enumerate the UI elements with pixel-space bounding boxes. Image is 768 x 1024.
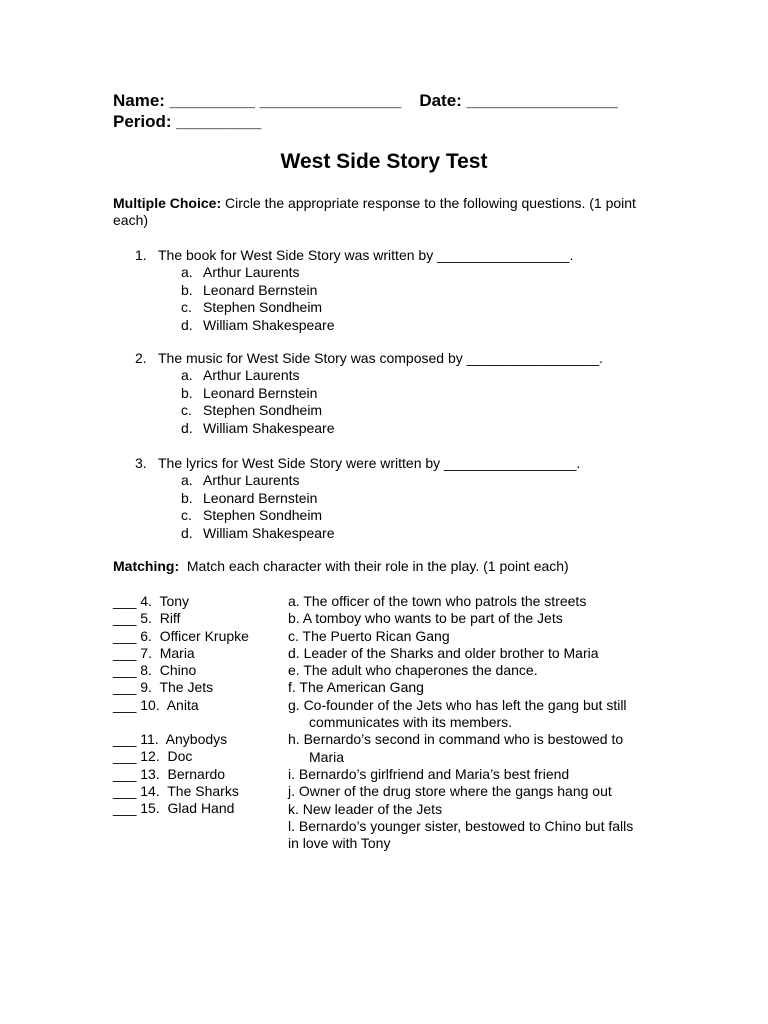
question-3 bbox=[135, 455, 580, 542]
option-letter: b. bbox=[181, 281, 193, 298]
role-item-continuation: communicates with its members. bbox=[309, 714, 513, 731]
role-item: h. Bernardo’s second in command who is bestowed to bbox=[288, 731, 624, 748]
answer-option[interactable] bbox=[181, 299, 573, 316]
question-1 bbox=[135, 247, 573, 334]
character-item: ___ 8. Chino bbox=[113, 662, 197, 679]
answer-option[interactable] bbox=[181, 385, 603, 402]
date-line: Date: ________________ bbox=[419, 91, 618, 110]
question-2 bbox=[135, 350, 603, 437]
answer-option[interactable] bbox=[181, 420, 603, 437]
role-item: g. Co-founder of the Jets who has left the gang but still bbox=[288, 696, 627, 713]
option-letter: d. bbox=[181, 524, 193, 541]
answer-option[interactable] bbox=[181, 490, 580, 507]
answer-option[interactable] bbox=[181, 525, 580, 542]
role-item-continuation: Maria bbox=[309, 748, 345, 765]
role-item: l. Bernardo’s younger sister, bestowed to Chino but falls in love with Tony bbox=[288, 817, 634, 852]
role-item: d. Leader of the Sharks and older brother to Maria bbox=[288, 644, 599, 661]
matching-instructions-text: Match each character with their role in the play. (1 point each) bbox=[179, 558, 569, 574]
test-title: West Side Story Test bbox=[280, 150, 488, 173]
answer-option[interactable] bbox=[181, 472, 580, 489]
option-text: Stephen Sondheim bbox=[203, 299, 323, 316]
option-letter: c. bbox=[181, 299, 192, 316]
answer-option[interactable] bbox=[181, 402, 603, 419]
character-item: ___ 13. Bernardo bbox=[113, 765, 226, 782]
character-list-b bbox=[113, 731, 239, 817]
character-list-a bbox=[113, 593, 249, 714]
role-item: j. Owner of the drug store where the gangs hang out bbox=[288, 783, 612, 800]
option-text: Arthur Laurents bbox=[203, 367, 300, 384]
option-letter: d. bbox=[181, 419, 193, 436]
role-item: a. The officer of the town who patrols the streets bbox=[288, 593, 587, 609]
multiple-choice-instructions bbox=[113, 195, 643, 230]
character-item: ___ 4. Tony bbox=[113, 593, 190, 609]
option-letter: a. bbox=[181, 367, 193, 384]
option-text: Arthur Laurents bbox=[203, 264, 300, 281]
answer-option[interactable] bbox=[181, 317, 573, 334]
option-text: Stephen Sondheim bbox=[203, 402, 323, 419]
multiple-choice-label: Multiple Choice: bbox=[113, 195, 222, 211]
option-letter: a. bbox=[181, 472, 193, 489]
role-item: b. A tomboy who wants to be part of the Jets bbox=[288, 610, 563, 627]
option-text: William Shakespeare bbox=[203, 524, 335, 541]
matching-label: Matching: bbox=[113, 558, 180, 574]
student-info-header bbox=[113, 90, 618, 132]
role-item: c. The Puerto Rican Gang bbox=[288, 627, 450, 644]
answer-option[interactable] bbox=[181, 507, 580, 524]
character-item: ___ 14. The Sharks bbox=[113, 782, 239, 799]
option-text: William Shakespeare bbox=[203, 419, 335, 436]
role-item: i. Bernardo’s girlfriend and Maria’s best friend bbox=[288, 765, 570, 782]
name-line: Name: _________ _______________ bbox=[113, 91, 402, 110]
option-letter: c. bbox=[181, 402, 192, 419]
question-number: 2. bbox=[135, 350, 147, 366]
question-number: 3. bbox=[135, 455, 147, 471]
character-item: ___ 15. Glad Hand bbox=[113, 800, 235, 817]
option-letter: c. bbox=[181, 507, 192, 524]
character-item: ___ 10. Anita bbox=[113, 696, 199, 713]
role-list bbox=[288, 593, 668, 852]
character-item: ___ 11. Anybodys bbox=[113, 731, 228, 747]
option-text: Leonard Bernstein bbox=[203, 281, 318, 298]
question-stem: The lyrics for West Side Story were written by _________________. bbox=[158, 455, 581, 471]
question-stem: The music for West Side Story was composed by _________________. bbox=[158, 350, 603, 366]
role-item: k. New leader of the Jets bbox=[288, 800, 443, 817]
option-text: Stephen Sondheim bbox=[203, 507, 323, 524]
multiple-choice-instructions-text: Circle the appropriate response to the following questions. (1 point each) bbox=[113, 195, 636, 229]
period-line: Period: _________ bbox=[113, 112, 262, 131]
question-number: 1. bbox=[135, 247, 147, 263]
character-item: ___ 12. Doc bbox=[113, 748, 193, 765]
role-item: f. The American Gang bbox=[288, 679, 424, 696]
character-item: ___ 9. The Jets bbox=[113, 679, 214, 696]
answer-option[interactable] bbox=[181, 282, 573, 299]
answer-option[interactable] bbox=[181, 264, 573, 281]
answer-option[interactable] bbox=[181, 367, 603, 384]
option-text: William Shakespeare bbox=[203, 316, 335, 333]
option-text: Leonard Bernstein bbox=[203, 489, 318, 506]
character-item: ___ 6. Officer Krupke bbox=[113, 627, 249, 644]
option-text: Leonard Bernstein bbox=[203, 384, 318, 401]
option-letter: b. bbox=[181, 489, 193, 506]
option-letter: a. bbox=[181, 264, 193, 281]
option-letter: b. bbox=[181, 384, 193, 401]
option-text: Arthur Laurents bbox=[203, 472, 300, 489]
role-item: e. The adult who chaperones the dance. bbox=[288, 662, 538, 679]
character-item: ___ 5. Riff bbox=[113, 610, 181, 627]
character-item: ___ 7. Maria bbox=[113, 644, 195, 661]
option-letter: d. bbox=[181, 316, 193, 333]
matching-instructions bbox=[113, 558, 569, 575]
question-stem: The book for West Side Story was written by _________________. bbox=[158, 247, 574, 263]
